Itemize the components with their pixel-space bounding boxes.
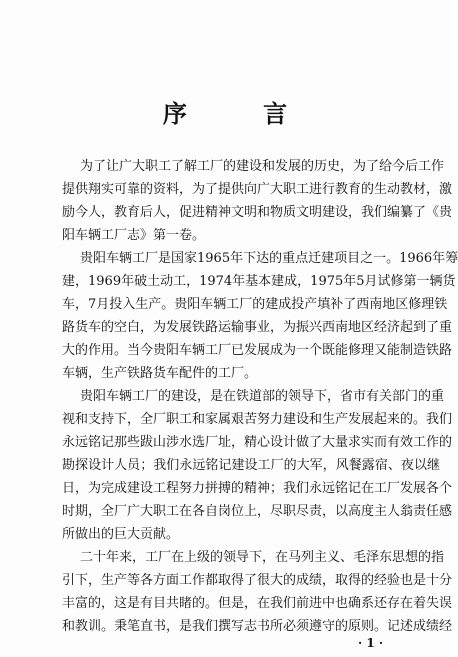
paragraph-2-line-3: 车，7月投入生产。贵阳车辆工厂的建成投产填补了西南地区修理铁 [62, 297, 448, 312]
paragraph-3-line-3: 永远铭记那些跋山涉水选厂址，精心设计做了大量求实而有效工作的 [62, 435, 453, 450]
paragraph-2-line-5: 大的作用。当今贵阳车辆工厂已发展成为一个既能修理又能制造铁路 [62, 343, 453, 358]
paragraph-4-line-3: 丰富的，这是有目共睹的。但是，在我们前进中也确系还存在着失误 [62, 596, 453, 611]
paragraph-2-line-4: 路货车的空白，为发展铁路运输事业，为振兴西南地区经济起到了重 [62, 320, 453, 335]
paragraph-4-line-2: 引下，生产等各方面工作都取得了很大的成绩，取得的经验也是十分 [62, 573, 453, 588]
paragraph-3-line-1: 贵阳车辆工厂的建设，是在铁道部的领导下，省市有关部门的重 [80, 389, 445, 404]
page-title: 序 言 [162, 99, 322, 128]
paragraph-1-line-1: 为了让广大职工了解工厂的建设和发展的历史，为了给今后工作 [80, 159, 445, 174]
paragraph-2-line-1: 贵阳车辆工厂是国家1965年下达的重点迁建项目之一。1966年筹 [80, 251, 458, 266]
paragraph-4-line-4: 和教训。秉笔直书，是我们撰写志书所必须遵守的原则。记述成绩经 [62, 619, 453, 634]
paragraph-1-line-4: 阳车辆工厂志》第一卷。 [62, 228, 206, 243]
paragraph-3-line-2: 视和支持下，全厂职工和家属艰苦努力建设和生产发展起来的。我们 [62, 412, 453, 427]
paragraph-3-line-4: 勘探设计人员；我们永远铭记建设工厂的大军，风餐露宿、夜以继 [62, 458, 440, 473]
paragraph-1-line-3: 励今人，教育后人，促进精神文明和物质文明建设，我们编纂了《贵 [62, 205, 453, 220]
paragraph-2-line-6: 车辆，生产铁路货车配件的工厂。 [62, 366, 258, 381]
paragraph-3-line-6: 时期，全厂广大职工在各自岗位上，尽职尽责，以高度主人翁责任感 [62, 504, 453, 519]
paragraph-4-line-1: 二十年来，工厂在上级的领导下，在马列主义、毛泽东思想的指 [80, 550, 445, 565]
paragraph-3-line-5: 日，为完成建设工程努力拼搏的精神；我们永远铭记在工厂发展各个 [62, 481, 453, 496]
paragraph-1-line-2: 提供翔实可靠的资料，为了提供向广大职工进行教育的生动教材，激 [62, 182, 453, 197]
paragraph-3-line-7: 所做出的巨大贡献。 [62, 527, 180, 542]
page-number: · 1 · [358, 636, 384, 650]
paragraph-2-line-2: 建，1969年破土动工，1974年基本建成，1975年5月试修第一辆货 [62, 274, 456, 289]
